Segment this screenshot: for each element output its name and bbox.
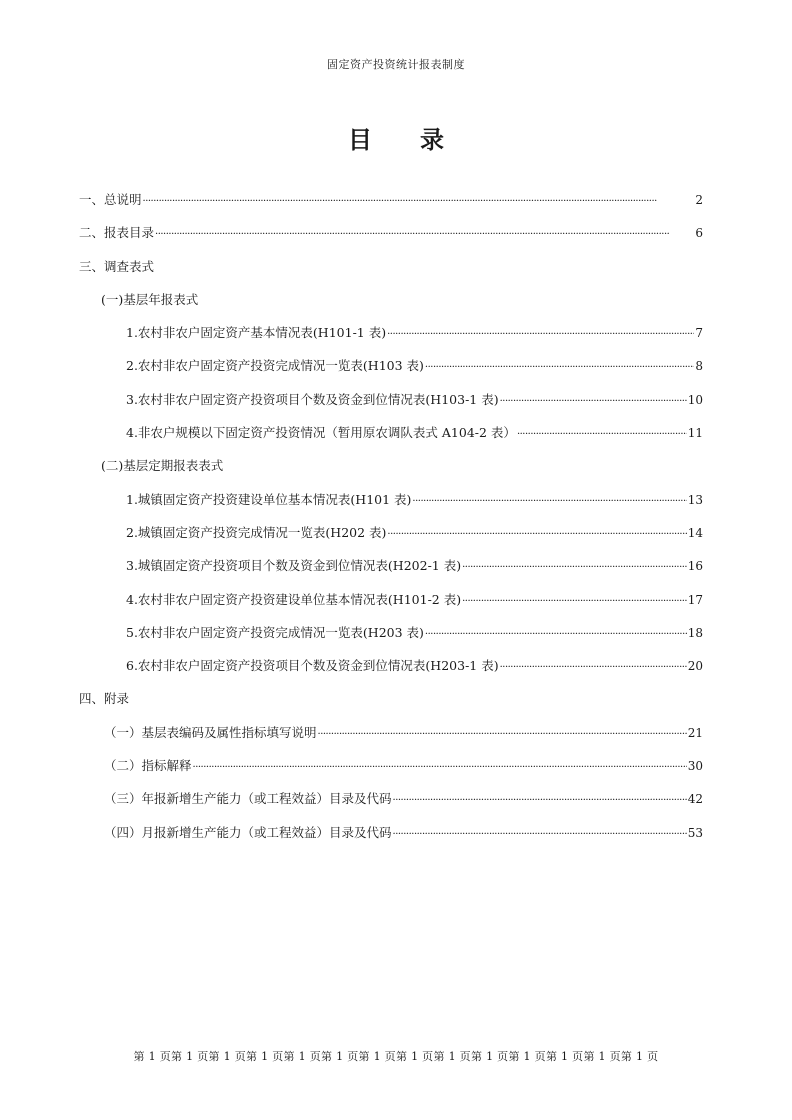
page-title: 目录 bbox=[348, 125, 492, 154]
toc-entry[interactable] bbox=[79, 386, 703, 419]
toc-leader-dots bbox=[425, 354, 694, 382]
toc-entry[interactable] bbox=[79, 419, 703, 452]
toc-entry-title: 2.城镇固定资产投资完成情况一览表(H202 表) bbox=[126, 524, 387, 540]
toc-leader-dots bbox=[193, 754, 687, 782]
toc-entry-title: （一）基层表编码及属性指标填写说明 bbox=[104, 724, 317, 740]
toc-leader-dots bbox=[393, 787, 687, 815]
toc-entry-title: 3.城镇固定资产投资项目个数及资金到位情况表(H202-1 表) bbox=[126, 558, 462, 574]
toc-entry[interactable] bbox=[79, 352, 703, 385]
toc-entry[interactable] bbox=[79, 519, 703, 552]
toc-entry-page-number: 42 bbox=[687, 792, 703, 807]
toc-entry-page-number: 14 bbox=[687, 525, 703, 540]
toc-entry-title: 一、总说明 bbox=[79, 192, 142, 207]
toc-entry[interactable] bbox=[79, 552, 703, 585]
page-footer: 第 1 页第 1 页第 1 页第 1 页第 1 页第 1 页第 1 页第 1 页第 1 页第 1 页第 1 页第 1 页第 1 页第 1 页 bbox=[133, 1050, 659, 1063]
toc-entry-page-number: 6 bbox=[695, 226, 703, 241]
toc-entry-title: 2.农村非农户固定资产投资完成情况一览表(H103 表) bbox=[126, 358, 424, 374]
toc-entry[interactable] bbox=[79, 586, 703, 619]
toc-entry[interactable] bbox=[79, 685, 703, 718]
toc-leader-dots bbox=[462, 588, 687, 616]
toc-entry-title: 1.城镇固定资产投资建设单位基本情况表(H101 表) bbox=[126, 491, 412, 507]
toc-entry-title: 四、附录 bbox=[79, 691, 130, 707]
toc-entry-title: 二、报表目录 bbox=[79, 225, 155, 241]
toc-leader-dots bbox=[517, 421, 687, 449]
toc-entry[interactable] bbox=[79, 819, 703, 852]
toc-entry-title: （三）年报新增生产能力（或工程效益）目录及代码 bbox=[104, 791, 392, 807]
toc-entry[interactable] bbox=[79, 219, 703, 252]
toc-entry[interactable] bbox=[79, 452, 703, 485]
toc-leader-dots bbox=[393, 821, 687, 849]
toc-entry-page-number: 18 bbox=[687, 625, 703, 640]
toc-leader-dots bbox=[425, 621, 687, 649]
toc-entry-page-number: 53 bbox=[687, 825, 703, 840]
toc-entry[interactable] bbox=[79, 619, 703, 652]
toc-entry[interactable] bbox=[79, 319, 703, 352]
toc-leader-dots bbox=[412, 488, 686, 516]
toc-entry-page-number: 17 bbox=[687, 592, 703, 607]
toc-entry[interactable] bbox=[79, 286, 703, 319]
toc-entry-title: (二)基层定期报表表式 bbox=[101, 458, 224, 474]
document-header: 固定资产投资统计报表制度 bbox=[327, 58, 465, 71]
toc-leader-dots bbox=[500, 654, 687, 682]
toc-entry[interactable] bbox=[79, 652, 703, 685]
toc-entry-title: 5.农村非农户固定资产投资完成情况一览表(H203 表) bbox=[126, 624, 424, 640]
toc-entry-page-number: 30 bbox=[687, 759, 703, 774]
toc-leader-dots bbox=[318, 721, 687, 749]
toc-entry-title: （四）月报新增生产能力（或工程效益）目录及代码 bbox=[104, 824, 392, 840]
toc-entry-title: 3.农村非农户固定资产投资项目个数及资金到位情况表(H103-1 表) bbox=[126, 391, 499, 407]
toc-leader-dots bbox=[500, 388, 687, 416]
toc-leader-dots bbox=[462, 554, 687, 582]
toc-entry-page-number: 20 bbox=[687, 659, 703, 674]
toc-entry-page-number: 2 bbox=[695, 193, 703, 207]
toc-entry[interactable] bbox=[79, 785, 703, 818]
toc-entry[interactable] bbox=[79, 719, 703, 752]
toc-entry-title: 4.非农户规模以下固定资产投资情况（暂用原农调队表式 A104-2 表） bbox=[126, 425, 516, 441]
toc-leader-dots bbox=[143, 188, 695, 216]
toc-entry-page-number: 21 bbox=[687, 725, 703, 740]
toc-entry-title: 1.农村非农户固定资产基本情况表(H101-1 表) bbox=[126, 325, 387, 341]
toc-entry[interactable] bbox=[79, 253, 703, 286]
toc-leader-dots bbox=[387, 321, 694, 349]
toc-entry-title: 三、调查表式 bbox=[79, 258, 155, 274]
toc-entry[interactable] bbox=[79, 186, 703, 219]
toc-entry-page-number: 11 bbox=[687, 426, 703, 441]
toc-entry-page-number: 8 bbox=[695, 359, 703, 374]
toc-entry-title: 6.农村非农户固定资产投资项目个数及资金到位情况表(H203-1 表) bbox=[126, 658, 499, 674]
table-of-contents bbox=[79, 186, 703, 852]
toc-entry-title: (一)基层年报表式 bbox=[101, 291, 199, 307]
toc-leader-dots bbox=[155, 221, 694, 249]
toc-entry-title: 4.农村非农户固定资产投资建设单位基本情况表(H101-2 表) bbox=[126, 591, 462, 607]
toc-entry-page-number: 7 bbox=[695, 326, 703, 341]
toc-leader-dots bbox=[387, 521, 686, 549]
toc-entry-page-number: 10 bbox=[687, 392, 703, 407]
toc-entry[interactable] bbox=[79, 486, 703, 519]
toc-entry[interactable] bbox=[79, 752, 703, 785]
toc-entry-page-number: 16 bbox=[687, 559, 703, 574]
toc-entry-title: （二）指标解释 bbox=[104, 758, 192, 774]
toc-entry-page-number: 13 bbox=[687, 492, 703, 507]
